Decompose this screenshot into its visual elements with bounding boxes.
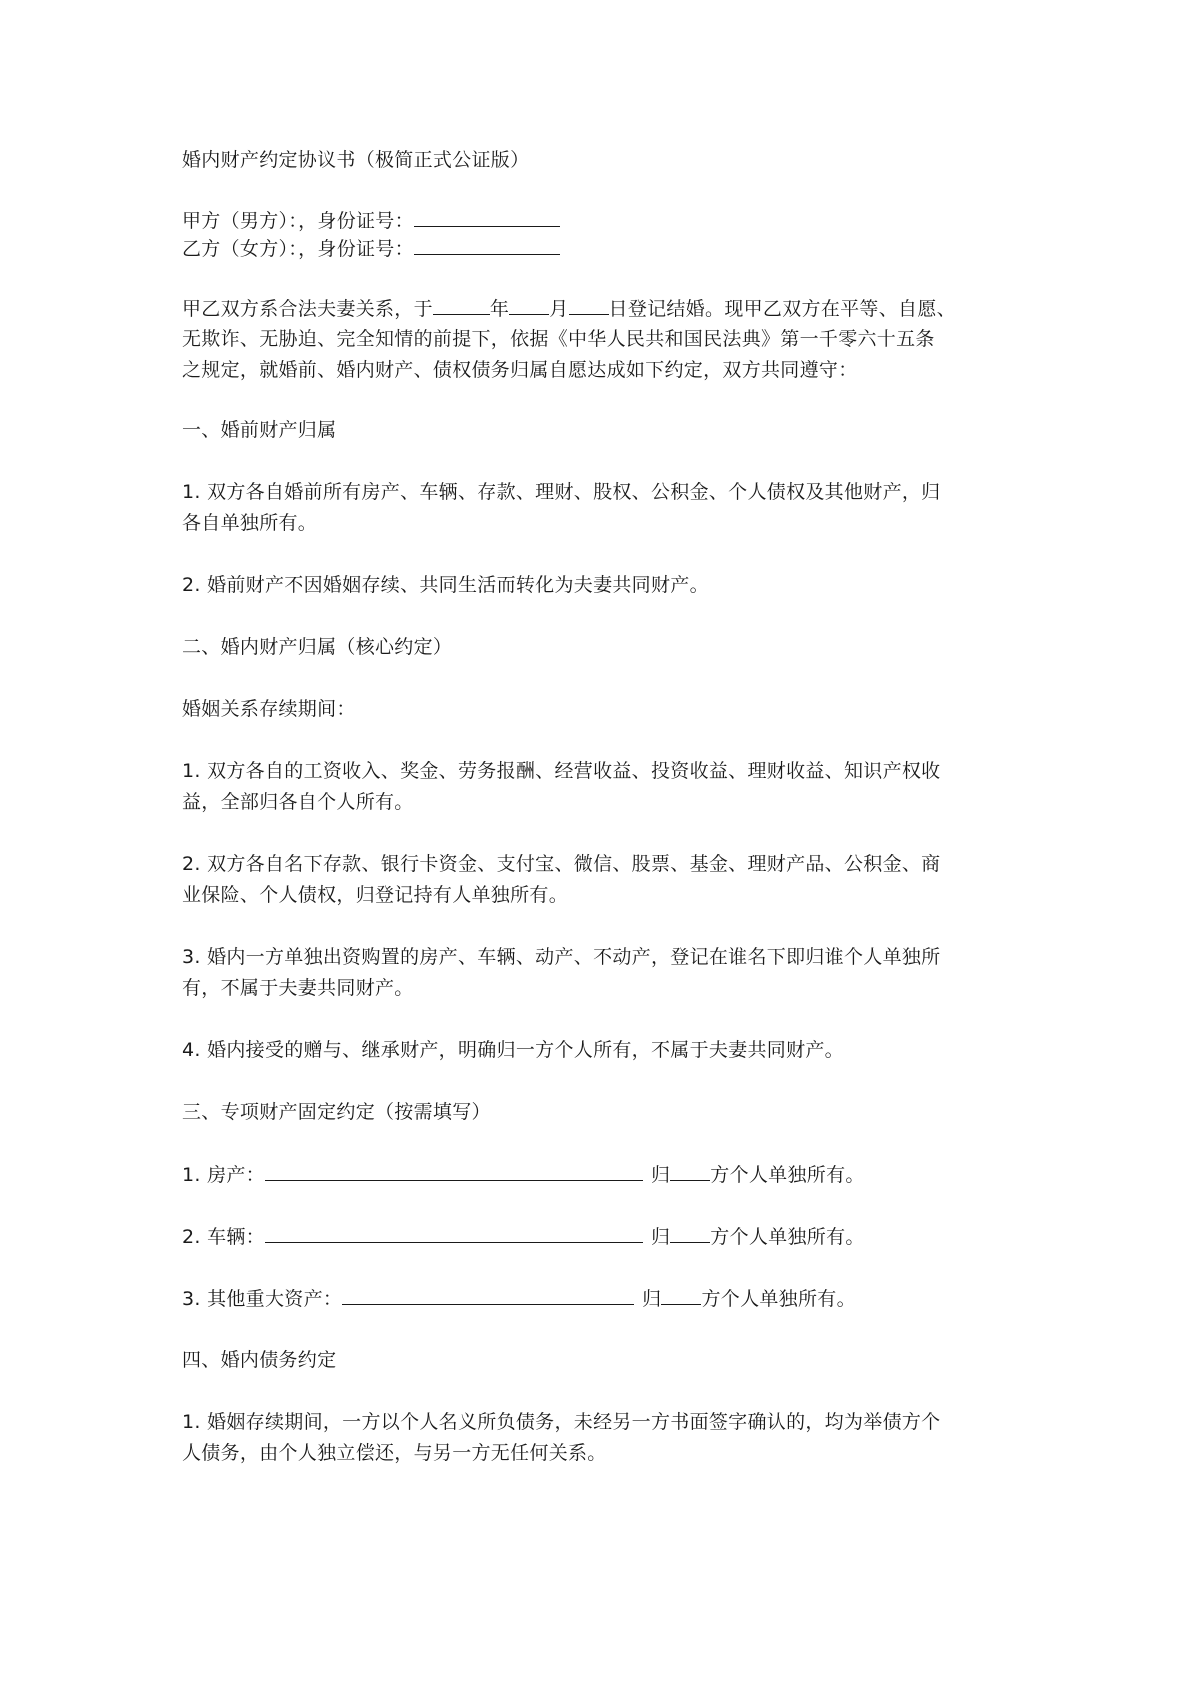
- section-1-item-2: 2. 婚前财产不因婚姻存续、共同生活而转化为夫妻共同财产。: [182, 574, 709, 596]
- preamble-text: 日登记结婚。现甲乙双方在平等、自愿、: [608, 298, 956, 320]
- section-2-item-4: 4. 婚内接受的赠与、继承财产，明确归一方个人所有，不属于夫妻共同财产。: [182, 1039, 844, 1061]
- belongs-to-label: 归: [650, 1164, 671, 1186]
- month-blank[interactable]: [509, 296, 549, 315]
- section-1-item-1: 1. 双方各自婚前所有房产、车辆、存款、理财、股权、公积金、个人债权及其他财产，归: [182, 481, 941, 503]
- belongs-to-label: 归: [650, 1226, 671, 1248]
- section-4-item-1: 1. 婚姻存续期间，一方以个人名义所负债务，未经另一方书面签字确认的，均为举债方个: [182, 1411, 941, 1433]
- day-blank[interactable]: [569, 296, 609, 315]
- belongs-to-label: 归: [642, 1288, 662, 1310]
- section-3-item-2: [182, 1224, 865, 1249]
- section-1-heading: 一、婚前财产归属: [182, 419, 337, 441]
- section-4-item-1-cont: 人债务，由个人独立偿还，与另一方无任何关系。: [182, 1442, 607, 1464]
- vehicle-blank[interactable]: [265, 1224, 643, 1243]
- section-2-item-2-cont: 业保险、个人债权，归登记持有人单独所有。: [182, 884, 569, 906]
- ownership-suffix: 方个人单独所有。: [701, 1288, 856, 1310]
- party-a-label: 甲方（男方）：，身份证号：: [182, 210, 414, 232]
- section-4-heading: 四、婚内债务约定: [182, 1349, 337, 1371]
- party-a-line: [182, 208, 560, 233]
- section-2-item-2: 2. 双方各自名下存款、银行卡资金、支付宝、微信、股票、基金、理财产品、公积金、商: [182, 853, 941, 875]
- section-2-item-1: 1. 双方各自的工资收入、奖金、劳务报酬、经营收益、投资收益、理财收益、知识产权收: [182, 760, 941, 782]
- ownership-suffix: 方个人单独所有。: [710, 1226, 865, 1248]
- section-3-item-3: [182, 1286, 856, 1311]
- year-label: 年: [489, 298, 510, 320]
- vehicle-party-blank[interactable]: [670, 1224, 710, 1243]
- other-asset-label: 3. 其他重大资产：: [182, 1288, 343, 1310]
- party-b-label: 乙方（女方）：，身份证号：: [182, 238, 414, 260]
- section-3-item-1: [182, 1162, 865, 1187]
- preamble-line-1: [182, 296, 956, 321]
- house-label: 1. 房产：: [182, 1164, 265, 1186]
- section-3-heading: 三、专项财产固定约定（按需填写）: [182, 1101, 491, 1123]
- party-a-id-blank[interactable]: [414, 208, 560, 227]
- preamble-line-3: 之规定，就婚前、婚内财产、债权债务归属自愿达成如下约定，双方共同遵守：: [182, 359, 858, 381]
- section-2-item-3-cont: 有，不属于夫妻共同财产。: [182, 977, 414, 999]
- section-2-item-3: 3. 婚内一方单独出资购置的房产、车辆、动产、不动产，登记在谁名下即归谁个人单独所: [182, 946, 941, 968]
- house-party-blank[interactable]: [670, 1162, 710, 1181]
- other-asset-party-blank[interactable]: [661, 1286, 701, 1305]
- party-b-id-blank[interactable]: [414, 236, 560, 255]
- preamble-line-2: 无欺诈、无胁迫、完全知情的前提下，依据《中华人民共和国民法典》第一千零六十五条: [182, 328, 935, 350]
- year-blank[interactable]: [433, 296, 490, 315]
- section-2-heading: 二、婚内财产归属（核心约定）: [182, 636, 453, 658]
- preamble-text: 甲乙双方系合法夫妻关系，于: [182, 298, 433, 320]
- document-title: 婚内财产约定协议书（极简正式公证版）: [182, 149, 530, 171]
- house-blank[interactable]: [265, 1162, 643, 1181]
- party-b-line: [182, 236, 560, 261]
- vehicle-label: 2. 车辆：: [182, 1226, 265, 1248]
- section-1-item-1-cont: 各自单独所有。: [182, 512, 318, 534]
- month-label: 月: [549, 298, 569, 320]
- ownership-suffix: 方个人单独所有。: [710, 1164, 865, 1186]
- section-2-item-1-cont: 益，全部归各自个人所有。: [182, 791, 414, 813]
- other-asset-blank[interactable]: [342, 1286, 634, 1305]
- section-2-intro: 婚姻关系存续期间：: [182, 698, 356, 720]
